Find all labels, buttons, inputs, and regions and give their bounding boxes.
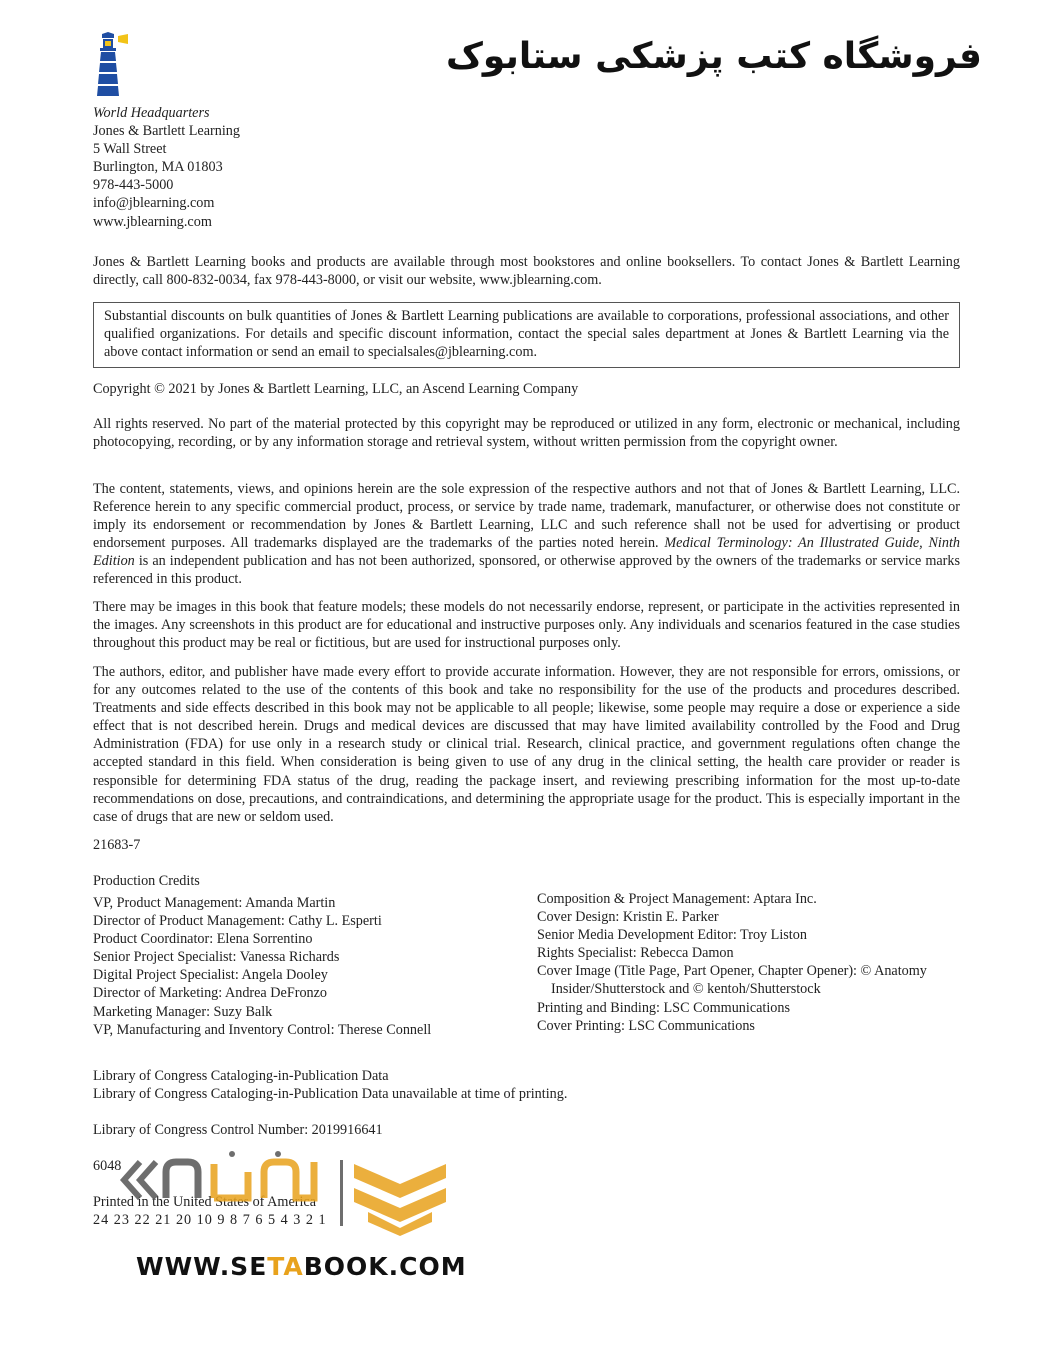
hq-website: www.jblearning.com xyxy=(93,213,212,230)
credit-item: Cover Image (Title Page, Part Opener, Chapter Opener): © Anatomy xyxy=(537,963,927,980)
url-part: WWW.SE xyxy=(136,1252,268,1281)
credit-item: Product Coordinator: Elena Sorrentino xyxy=(93,931,313,948)
credit-item: VP, Manufacturing and Inventory Control: Therese Connell xyxy=(93,1021,432,1038)
credits-left-column xyxy=(93,894,431,1039)
hq-email: info@jblearning.com xyxy=(93,195,215,212)
content-statement-paragraph xyxy=(93,480,960,589)
setabook-url xyxy=(136,1252,467,1281)
hq-line: Jones & Bartlett Learning xyxy=(93,123,240,140)
control-number: Library of Congress Control Number: 2019916641 xyxy=(93,1122,383,1138)
credit-item: Senior Project Specialist: Vanessa Richards xyxy=(93,949,340,966)
credits-title: Production Credits xyxy=(93,873,200,889)
content-text: The content, statements, views, and opinions herein are the sole expression of the respective authors and not that of Jones & Bartlett Learning, LLC. Reference herein to any specific commercial product, process, or service by trade name, trademark, manufacturer, or otherwise does not constitute or imply its endorsement or recommendation by Jones & Bartlett Learning, LLC and such reference shall not be used for advertising or product endorsement purposes. All trademarks displayed are the trademarks of the parties noted herein. xyxy=(93,481,960,552)
credit-item-continued: Insider/Shutterstock and © kentoh/Shutterstock xyxy=(551,981,821,998)
rights-paragraph: All rights reserved. No part of the material protected by this copyright may be reproduced or utilized in any form, electronic or mechanical, including photocopying, recording, or by any information storage and retrieval system, without written permission from the copyright owner. xyxy=(93,416,960,451)
book-title: Medical Terminology: An Illustrated Guide, Ninth Edition xyxy=(93,535,960,570)
authors-statement-paragraph: The authors, editor, and publisher have made every effort to provide accurate information. However, they are not responsible for errors, omissions, or for any outcomes related to the use of the contents of this book and take no responsibility for the use of the products and procedures described. Treatments and side effects described in this book may not be applicable to all people; likewise, some people may require a dose or experience a side effect that is not described herein. Drugs and medical devices are discussed that may have limited availability controlled by the Food and Drug Administration (FDA) for use only in a research study or clinical trial. Research, clinical practice, and government regulations often change the accepted standard in this field. When consideration is being given to use of any drug in the clinical setting, the health care provider or reader is responsible for determining FDA status of the drug, reading the package insert, and reviewing prescribing information for the most up-to-date recommendations on dose, precautions, and contraindications, and determining the appropriate usage for the product. This is especially important in the case of drugs that are new or seldom used. xyxy=(93,664,960,825)
hq-line: 5 Wall Street xyxy=(93,141,167,158)
credit-item: Marketing Manager: Suzy Balk xyxy=(93,1003,273,1020)
credit-item: Director of Marketing: Andrea DeFronzo xyxy=(93,985,328,1002)
cip-data-note: Library of Congress Cataloging-in-Publication Data unavailable at time of printing. xyxy=(93,1086,568,1102)
copyright-line: Copyright © 2021 by Jones & Bartlett Learning, LLC, an Ascend Learning Company xyxy=(93,381,579,397)
credit-item: Cover Printing: LSC Communications xyxy=(537,1017,755,1034)
store-title: فروشگاه کتب پزشکی ستابوک xyxy=(445,36,982,77)
credit-item: Director of Product Management: Cathy L. Esperti xyxy=(93,913,382,930)
printed-in: Printed in the United States of America xyxy=(93,1194,317,1210)
availability-paragraph: Jones & Bartlett Learning books and products are available through most bookstores and online booksellers. To contact Jones & Bartlett Learning directly, call 800-832-0034, fax 978-443-8000, or visit our website, www.jblearning.com. xyxy=(93,254,960,289)
credits-right-column xyxy=(537,890,962,1035)
credit-item: Rights Specialist: Rebecca Damon xyxy=(537,945,734,962)
url-part: BOOK.COM xyxy=(303,1252,467,1281)
product-code: 21683-7 xyxy=(93,837,141,853)
headquarters-address xyxy=(93,104,240,231)
credit-item: VP, Product Management: Amanda Martin xyxy=(93,895,336,911)
hq-label: World Headquarters xyxy=(93,105,210,121)
cip-data-label: Library of Congress Cataloging-in-Publication Data xyxy=(93,1068,389,1084)
images-statement-paragraph: There may be images in this book that feature models; these models do not necessarily endorse, represent, or participate in the activities represented in the images. Any screenshots in this product are for educational and instructive purposes only. Any individuals and scenarios featured in the case studies throughout this product may be real or fictitious, but are used for instructional purposes only. xyxy=(93,599,960,652)
credit-item: Cover Design: Kristin E. Parker xyxy=(537,909,719,926)
print-number: 6048 xyxy=(93,1158,122,1174)
lighthouse-logo xyxy=(88,32,132,98)
content-text: is an independent publication and has not been authorized, sponsored, or otherwise approved by the owners of the trademarks or service marks referenced in this product. xyxy=(93,553,960,588)
url-accent: TA xyxy=(267,1252,304,1281)
credit-item: Printing and Binding: LSC Communications xyxy=(537,999,791,1016)
discount-notice-box: Substantial discounts on bulk quantities of Jones & Bartlett Learning publications are available to corporations, professional associations, and other qualified organizations. For details and specific discount information, contact the special sales department at Jones & Bartlett Learning via the above contact information or send an email to specialsales@jblearning.com. xyxy=(93,302,960,368)
credit-item: Digital Project Specialist: Angela Dooley xyxy=(93,967,328,984)
hq-line: Burlington, MA 01803 xyxy=(93,159,223,176)
printing-line: 24 23 22 21 20 10 9 8 7 6 5 4 3 2 1 xyxy=(93,1212,327,1228)
credit-item: Senior Media Development Editor: Troy Liston xyxy=(537,927,807,944)
credit-item: Composition & Project Management: Aptara Inc. xyxy=(537,891,817,907)
hq-line: 978-443-5000 xyxy=(93,177,174,194)
